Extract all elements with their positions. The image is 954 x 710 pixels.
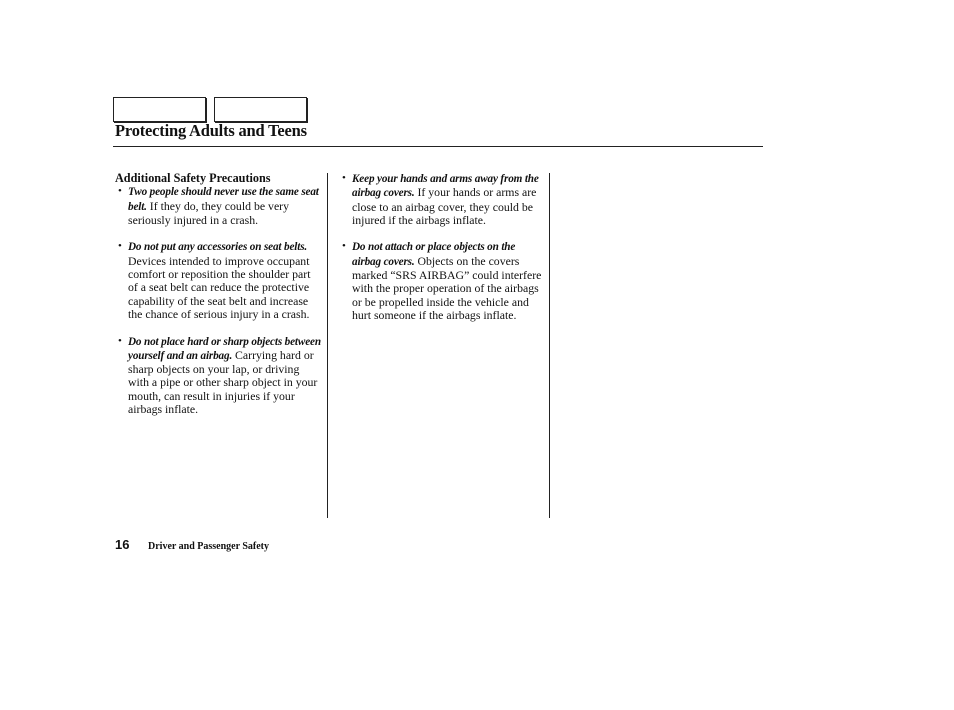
- text-column-1: [115, 172, 321, 430]
- precaution-lead: Do not attach or place objects on the airbag covers.: [352, 241, 516, 268]
- precaution-text: If your hands or arms are close to an airbag cover, they could be injured if the airbags inflate.: [352, 185, 537, 227]
- bullet-icon: •: [342, 240, 346, 253]
- chapter-tab-box-1: [113, 97, 206, 122]
- precaution-text: Devices intended to improve occupant comfort or reposition the shoulder part of a seat belt can reduce the protective capability of the seat belt and increase the chance of serious injury in a crash.: [128, 253, 311, 321]
- page-footer-title: Driver and Passenger Safety: [148, 541, 270, 552]
- precaution-item: [115, 240, 321, 321]
- column-divider-1: [327, 173, 328, 518]
- bullet-icon: •: [118, 185, 122, 198]
- precaution-item: [339, 240, 545, 322]
- bullet-icon: •: [342, 172, 346, 184]
- text-column-2: [339, 172, 545, 336]
- precaution-item: [339, 172, 545, 227]
- precaution-item: [115, 185, 321, 227]
- column-divider-2: [549, 173, 550, 518]
- precaution-lead: Two people should never use the same seat belt.: [128, 186, 319, 213]
- bullet-icon: •: [118, 240, 122, 253]
- chapter-tab-box-2: [214, 97, 307, 122]
- precaution-text: If they do, they could be very seriously injured in a crash.: [128, 198, 290, 227]
- bullet-icon: •: [118, 334, 122, 347]
- section-title: Protecting Adults and Teens: [115, 121, 307, 140]
- precaution-text: Objects on the covers marked “SRS AIRBAG” could interfere with the proper operation of the airbags or be propelled inside the vehicle and hurt someone if the airbags inflate.: [352, 253, 542, 322]
- precaution-lead: Do not place hard or sharp objects between yourself and an airbag.: [128, 335, 321, 362]
- page-number: 16: [115, 537, 130, 552]
- column-heading: Additional Safety Precautions: [115, 171, 271, 185]
- precaution-item: [115, 335, 321, 417]
- precaution-lead: Keep your hands and arms away from the airbag covers.: [352, 173, 539, 200]
- title-rule: [113, 146, 763, 147]
- precaution-text: Carrying hard or sharp objects on your lap, or driving with a pipe or other sharp object in your mouth, can result in injuries if your airbags inflate.: [128, 347, 318, 417]
- precaution-lead: Do not put any accessories on seat belts.: [128, 241, 308, 254]
